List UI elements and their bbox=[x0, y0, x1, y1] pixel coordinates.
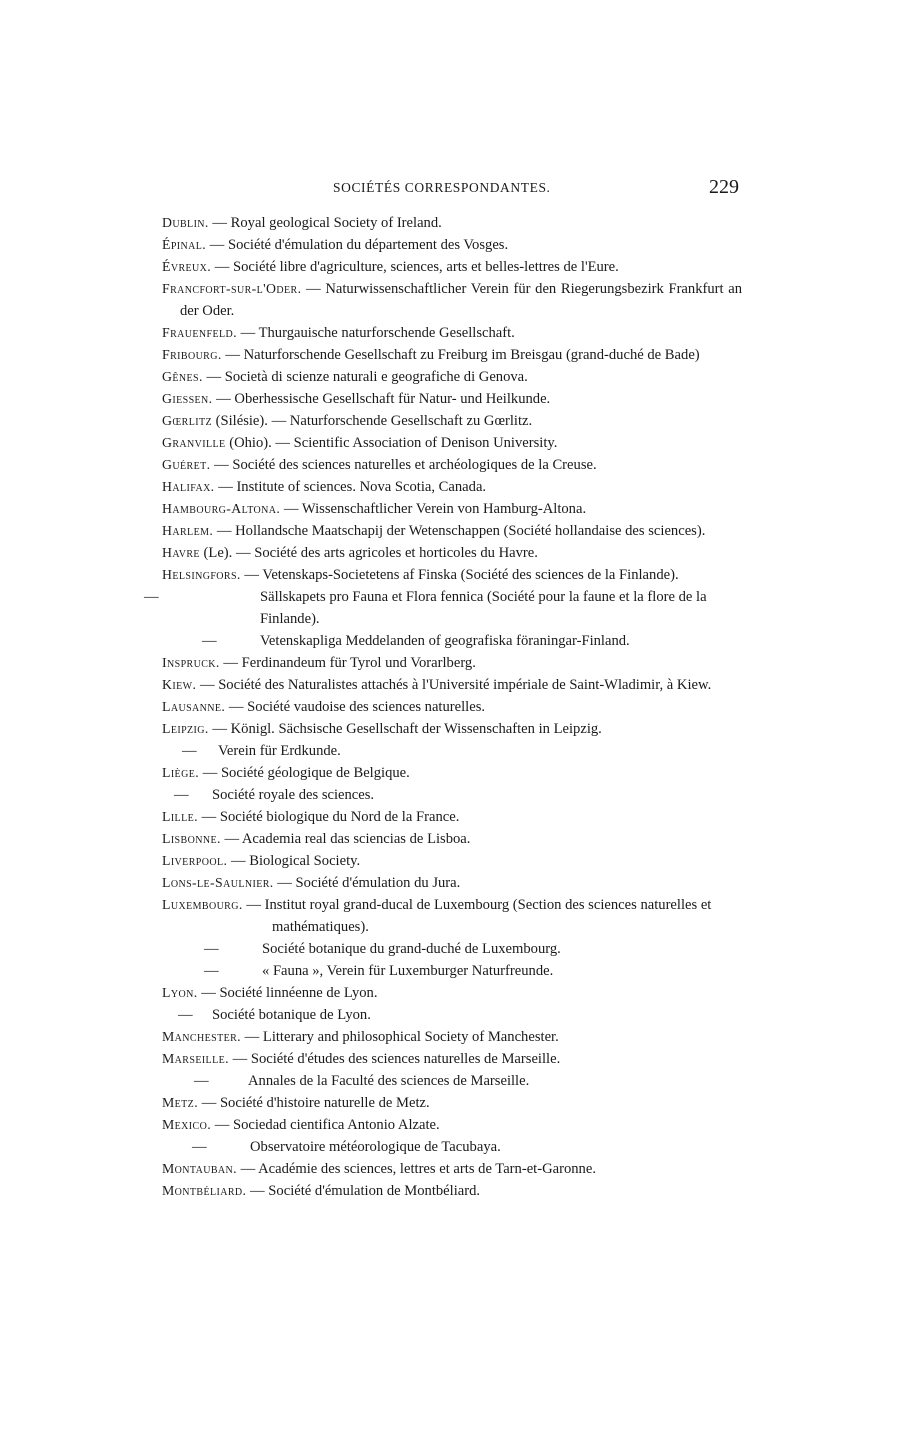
list-item bbox=[162, 432, 742, 454]
entry-text: (Ohio). — Scientific Association of Denison University. bbox=[225, 435, 558, 451]
place-name: Kiew. bbox=[162, 677, 197, 692]
ditto-dash: — bbox=[202, 633, 217, 649]
list-item bbox=[162, 410, 742, 432]
entry-text: — Litterary and philosophical Society of Manchester. bbox=[241, 1029, 559, 1045]
entry-text: — Société libre d'agriculture, sciences, arts et belles-lettres de l'Eure. bbox=[211, 259, 619, 275]
list-item bbox=[162, 212, 742, 234]
place-name: Montbéliard. bbox=[162, 1183, 247, 1198]
list-item bbox=[162, 454, 742, 476]
place-name: Lisbonne. bbox=[162, 831, 221, 846]
list-item bbox=[162, 718, 742, 740]
place-name: Manchester. bbox=[162, 1029, 242, 1044]
page-number: 229 bbox=[709, 176, 739, 198]
place-name: Inspruck. bbox=[162, 655, 220, 670]
entry-text: — Royal geological Society of Ireland. bbox=[208, 215, 442, 231]
place-name: Gœrlitz bbox=[162, 413, 212, 428]
place-name: Montauban. bbox=[162, 1161, 238, 1176]
entry-text: — Sociedad cientifica Antonio Alzate. bbox=[211, 1117, 440, 1133]
place-name: Leipzig. bbox=[162, 721, 209, 736]
entry-text: — Société biologique du Nord de la France. bbox=[197, 809, 460, 825]
society-list bbox=[144, 212, 742, 1202]
entry-text: — Academia real das sciencias de Lisboa. bbox=[220, 831, 471, 847]
list-item bbox=[162, 630, 742, 652]
list-item bbox=[162, 344, 742, 366]
place-name: Lausanne. bbox=[162, 699, 226, 714]
place-name: Hambourg-Altona. bbox=[162, 501, 281, 516]
entry-text: — Ferdinandeum für Tyrol und Vorarlberg. bbox=[219, 655, 476, 671]
list-item bbox=[162, 542, 742, 564]
entry-text: Société botanique de Lyon. bbox=[212, 1007, 371, 1023]
ditto-dash: — bbox=[194, 1073, 209, 1089]
place-name: Lille. bbox=[162, 809, 198, 824]
place-name: Dublin. bbox=[162, 215, 209, 230]
ditto-dash: — bbox=[144, 589, 159, 605]
list-item bbox=[162, 652, 742, 674]
entry-text: — Wissenschaftlicher Verein von Hamburg-Altona. bbox=[280, 501, 587, 517]
place-name: Liège. bbox=[162, 765, 200, 780]
entry-text: Verein für Erdkunde. bbox=[218, 743, 341, 759]
entry-text: — Société vaudoise des sciences naturelles. bbox=[225, 699, 486, 715]
entry-text: — Thurgauische naturforschende Gesellschaft. bbox=[236, 325, 515, 341]
entry-text: Société botanique du grand-duché de Luxembourg. bbox=[262, 941, 561, 957]
entry-text: — Société des Naturalistes attachés à l'Université impériale de Saint-Wladimir, à Kiew. bbox=[196, 677, 712, 693]
entry-text: — Société géologique de Belgique. bbox=[199, 765, 410, 781]
list-item bbox=[162, 784, 742, 806]
list-item bbox=[162, 696, 742, 718]
place-name: Guéret. bbox=[162, 457, 211, 472]
list-item bbox=[162, 850, 742, 872]
entry-text: Sällskapets pro Fauna et Flora fennica (Société pour la faune et la flore de la Finlande). bbox=[260, 589, 707, 627]
place-name: Lyon. bbox=[162, 985, 198, 1000]
running-header: SOCIÉTÉS CORRESPONDANTES. bbox=[333, 180, 551, 195]
entry-text: — Società di scienze naturali e geografiche di Genova. bbox=[202, 369, 528, 385]
place-name: Frauenfeld. bbox=[162, 325, 237, 340]
place-name: Francfort-sur-l'Oder. bbox=[162, 281, 302, 296]
entry-text: — Société d'émulation du Jura. bbox=[273, 875, 461, 891]
list-item bbox=[162, 388, 742, 410]
list-item bbox=[162, 256, 742, 278]
entry-text: — Naturwissenschaftlicher Verein für den Riegerungsbezirk Frankfurt an der Oder. bbox=[180, 281, 742, 319]
entry-text: — Société des sciences naturelles et archéologiques de la Creuse. bbox=[210, 457, 597, 473]
entry-text: — Naturforschende Gesellschaft zu Freiburg im Breisgau (grand-duché de Bade) bbox=[221, 347, 700, 363]
entry-text: — Biological Society. bbox=[227, 853, 361, 869]
place-name: Halifax. bbox=[162, 479, 215, 494]
list-item bbox=[162, 1158, 742, 1180]
list-item bbox=[162, 366, 742, 388]
entry-text: — Société d'émulation de Montbéliard. bbox=[246, 1183, 481, 1199]
list-item bbox=[162, 960, 742, 982]
list-item bbox=[162, 1026, 742, 1048]
ditto-dash: — bbox=[204, 941, 219, 957]
ditto-dash: — bbox=[178, 1007, 193, 1023]
list-item bbox=[162, 872, 742, 894]
place-name: Gênes. bbox=[162, 369, 203, 384]
list-item bbox=[162, 322, 742, 344]
list-item bbox=[162, 674, 742, 696]
place-name: Liverpool. bbox=[162, 853, 228, 868]
list-item bbox=[144, 586, 742, 630]
place-name: Luxembourg. bbox=[162, 897, 243, 912]
list-item bbox=[162, 806, 742, 828]
ditto-dash: — bbox=[182, 743, 197, 759]
place-name: Giessen. bbox=[162, 391, 213, 406]
list-item bbox=[162, 1092, 742, 1114]
place-name: Épinal. bbox=[162, 237, 207, 252]
ditto-dash: — bbox=[204, 963, 219, 979]
place-name: Metz. bbox=[162, 1095, 199, 1110]
list-item bbox=[162, 894, 742, 938]
entry-text: — Société d'histoire naturelle de Metz. bbox=[198, 1095, 430, 1111]
entry-text: — Société linnéenne de Lyon. bbox=[197, 985, 378, 1001]
entry-text: Observatoire météorologique de Tacubaya. bbox=[250, 1139, 501, 1155]
entry-text: (Le). — Société des arts agricoles et horticoles du Havre. bbox=[199, 545, 538, 561]
place-name: Évreux. bbox=[162, 259, 212, 274]
list-item bbox=[162, 828, 742, 850]
entry-text: — Institute of sciences. Nova Scotia, Canada. bbox=[214, 479, 487, 495]
list-item bbox=[162, 1180, 742, 1202]
list-item bbox=[162, 740, 742, 762]
entry-text: — Institut royal grand-ducal de Luxembourg (Section des sciences naturelles et mathématiques). bbox=[242, 897, 712, 935]
list-item bbox=[162, 564, 742, 586]
place-name: Fribourg. bbox=[162, 347, 222, 362]
list-item bbox=[162, 278, 742, 322]
ditto-dash: — bbox=[174, 787, 189, 803]
entry-text: « Fauna », Verein für Luxemburger Naturfreunde. bbox=[262, 963, 554, 979]
entry-text: Société royale des sciences. bbox=[212, 787, 375, 803]
entry-text: — Vetenskaps-Societetens af Finska (Société des sciences de la Finlande). bbox=[240, 567, 679, 583]
place-name: Harlem. bbox=[162, 523, 214, 538]
place-name: Mexico. bbox=[162, 1117, 212, 1132]
place-name: Granville bbox=[162, 435, 226, 450]
list-item bbox=[162, 762, 742, 784]
list-item bbox=[162, 1114, 742, 1136]
list-item bbox=[162, 520, 742, 542]
list-item bbox=[162, 938, 742, 960]
entry-text: — Oberhessische Gesellschaft für Natur- und Heilkunde. bbox=[212, 391, 551, 407]
place-name: Marseille. bbox=[162, 1051, 229, 1066]
entry-text: — Hollandsche Maatschapij der Wetenschappen (Société hollandaise des sciences). bbox=[213, 523, 706, 539]
place-name: Havre bbox=[162, 545, 200, 560]
entry-text: — Société d'émulation du département des Vosges. bbox=[206, 237, 509, 253]
entry-text: — Société d'études des sciences naturelles de Marseille. bbox=[228, 1051, 561, 1067]
entry-text: — Académie des sciences, lettres et arts de Tarn-et-Garonne. bbox=[237, 1161, 596, 1177]
place-name: Helsingfors. bbox=[162, 567, 241, 582]
entry-text: Annales de la Faculté des sciences de Marseille. bbox=[248, 1073, 530, 1089]
list-item bbox=[162, 498, 742, 520]
list-item bbox=[162, 476, 742, 498]
list-item bbox=[162, 1070, 742, 1092]
entry-text: (Silésie). — Naturforschende Gesellschaft zu Gœrlitz. bbox=[211, 413, 533, 429]
list-item bbox=[162, 1004, 742, 1026]
list-item bbox=[162, 1136, 742, 1158]
list-item bbox=[162, 234, 742, 256]
place-name: Lons-le-Saulnier. bbox=[162, 875, 274, 890]
entry-text: Vetenskapliga Meddelanden of geografiska föraningar-Finland. bbox=[260, 633, 630, 649]
entry-text: — Königl. Sächsische Gesellschaft der Wissenschaften in Leipzig. bbox=[208, 721, 602, 737]
list-item bbox=[162, 1048, 742, 1070]
list-item bbox=[162, 982, 742, 1004]
ditto-dash: — bbox=[192, 1139, 207, 1155]
